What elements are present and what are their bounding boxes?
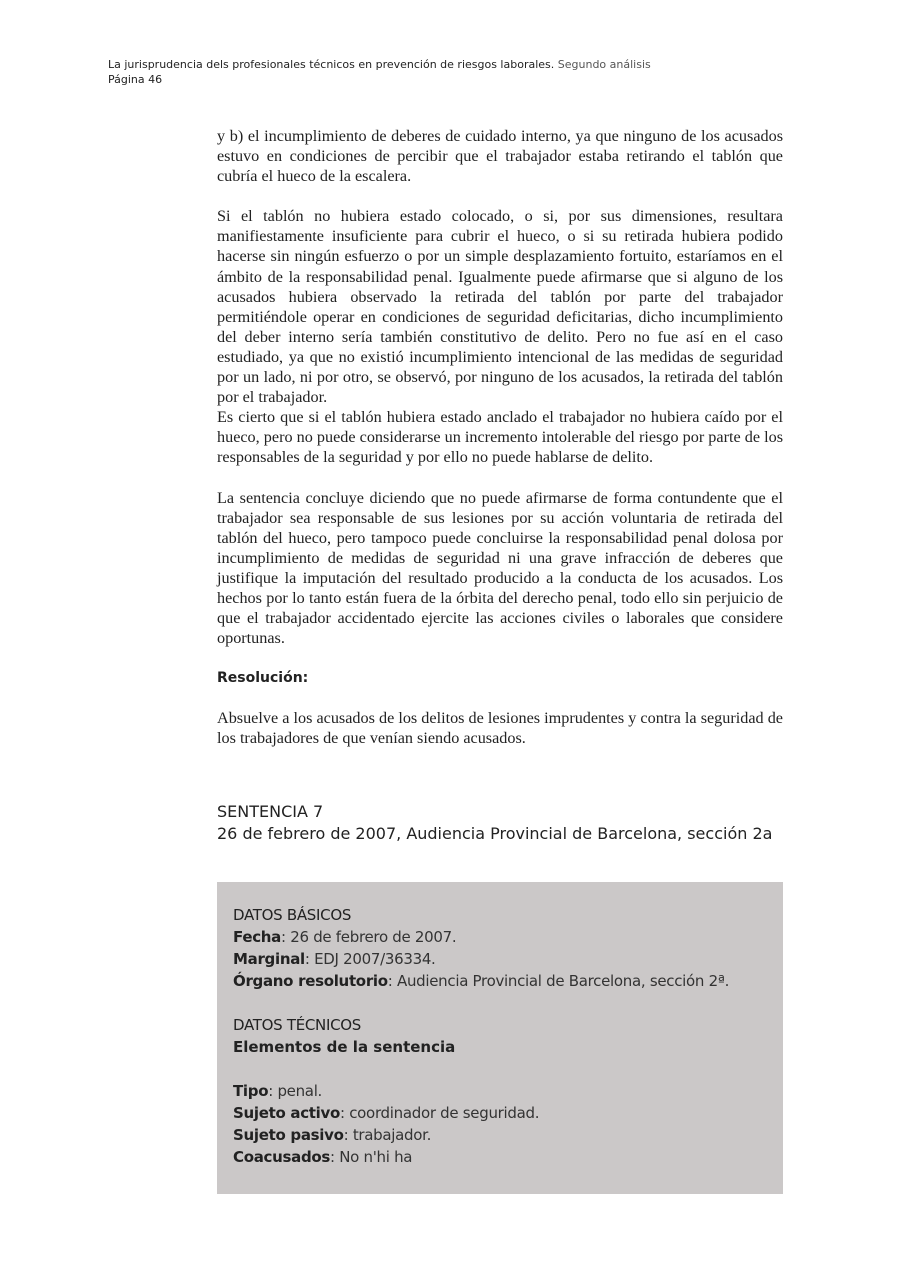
elementos-heading: Elementos de la sentencia [233,1038,456,1056]
paragraph-1: y b) el incumplimiento de deberes de cuidado interno, ya que ninguno de los acusados estuvo en condiciones de percibir que el trabajador estaba retirando el tablón que cubría el hueco de la escalera. [217,127,783,186]
sujeto-pasivo-label: Sujeto pasivo [233,1126,344,1144]
coacusados-label: Coacusados [233,1148,331,1166]
organo-label: Órgano resolutorio [233,972,388,990]
coacusados-row [233,1146,767,1168]
paragraph-gap [217,186,783,206]
fecha-value: : 26 de febrero de 2007. [281,928,457,946]
page-number: Página 46 [108,73,163,86]
fecha-label: Fecha [233,928,282,946]
sujeto-pasivo-value: : trabajador. [343,1126,432,1144]
main-text-column [217,126,783,748]
tipo-value: : penal. [268,1082,323,1100]
resolution-text: Absuelve a los acusados de los delitos de lesiones imprudentes y contra la seguridad de los trabajadores de que venían siendo acusados. [217,709,783,748]
marginal-row [233,948,767,970]
paragraph-gap [217,688,783,708]
sujeto-activo-label: Sujeto activo [233,1104,341,1122]
sujeto-activo-value: : coordinador de seguridad. [340,1104,540,1122]
tipo-row [233,1080,767,1102]
header-subtitle: Segundo análisis [557,58,651,71]
paragraph-4: La sentencia concluye diciendo que no puede afirmarse de forma contundente que el trabajador sea responsable de sus lesiones por su acción voluntaria de retirada del tablón del hueco, pero tampoco puede concluirse la responsabilidad penal dolosa por incumplimiento de medidas de seguridad ni una grave infracción de deberes que justifique la imputación del resultado producido a la conducta de los acusados. Los hechos por lo tanto están fuera de la órbita del derecho penal, todo ello sin perjuicio de que el trabajador accidentado ejercite las acciones civiles o laborales que considere oportunas. [217,488,783,648]
page-header [108,57,651,87]
sentence-info-box [217,882,783,1194]
paragraph-2: Si el tablón no hubiera estado colocado, o si, por sus dimensiones, resultara manifiestamente insuficiente para cubrir el hueco, o si su retirada hubiera podido hacerse sin ningún esfuerzo o por un simple desplazamiento fortuito, estaríamos en el ámbito de la responsabilidad penal. Igualmente puede afirmarse que si alguno de los acusados hubiera observado la retirada del tablón por parte del trabajador permitiéndole operar en condiciones de seguridad deficitarias, dicho incumplimiento del deber interno sería también constitutivo de delito. Pero no fue así en el caso estudiado, ya que no existió incumplimiento intencional de las medidas de seguridad por un lado, ni por otro, se observó, por ninguno de los acusados, la retirada del tablón por el trabajador. [217,207,783,407]
datos-tecnicos-heading: DATOS TÉCNICOS [233,1016,362,1034]
tipo-label: Tipo [233,1082,269,1100]
sentence-title: SENTENCIA 7 [217,802,324,821]
marginal-label: Marginal [233,950,305,968]
coacusados-value: : No n'hi ha [330,1148,413,1166]
box-spacer [233,992,767,1014]
paragraph-3: Es cierto que si el tablón hubiera estado anclado el trabajador no hubiera caído por el hueco, pero no puede considerarse un incremento intolerable del riesgo por parte de los responsables de la seguridad y por ello no puede hablarse de delito. [217,408,783,467]
paragraph-gap [217,468,783,488]
marginal-value: : EDJ 2007/36334. [304,950,436,968]
sujeto-activo-row [233,1102,767,1124]
resolution-heading: Resolución: [217,670,309,687]
sujeto-pasivo-row [233,1124,767,1146]
datos-basicos-heading: DATOS BÁSICOS [233,906,352,924]
organo-row [233,970,767,992]
header-title: La jurisprudencia dels profesionales técnicos en prevención de riesgos laborales. [108,58,555,71]
header-title-line [108,57,651,72]
sentence-subtitle: 26 de febrero de 2007, Audiencia Provincial de Barcelona, sección 2a [217,824,773,843]
fecha-row [233,926,767,948]
box-spacer [233,1058,767,1080]
sentence-heading [217,801,772,845]
organo-value: : Audiencia Provincial de Barcelona, sección 2ª. [387,972,730,990]
paragraph-gap [217,648,783,668]
